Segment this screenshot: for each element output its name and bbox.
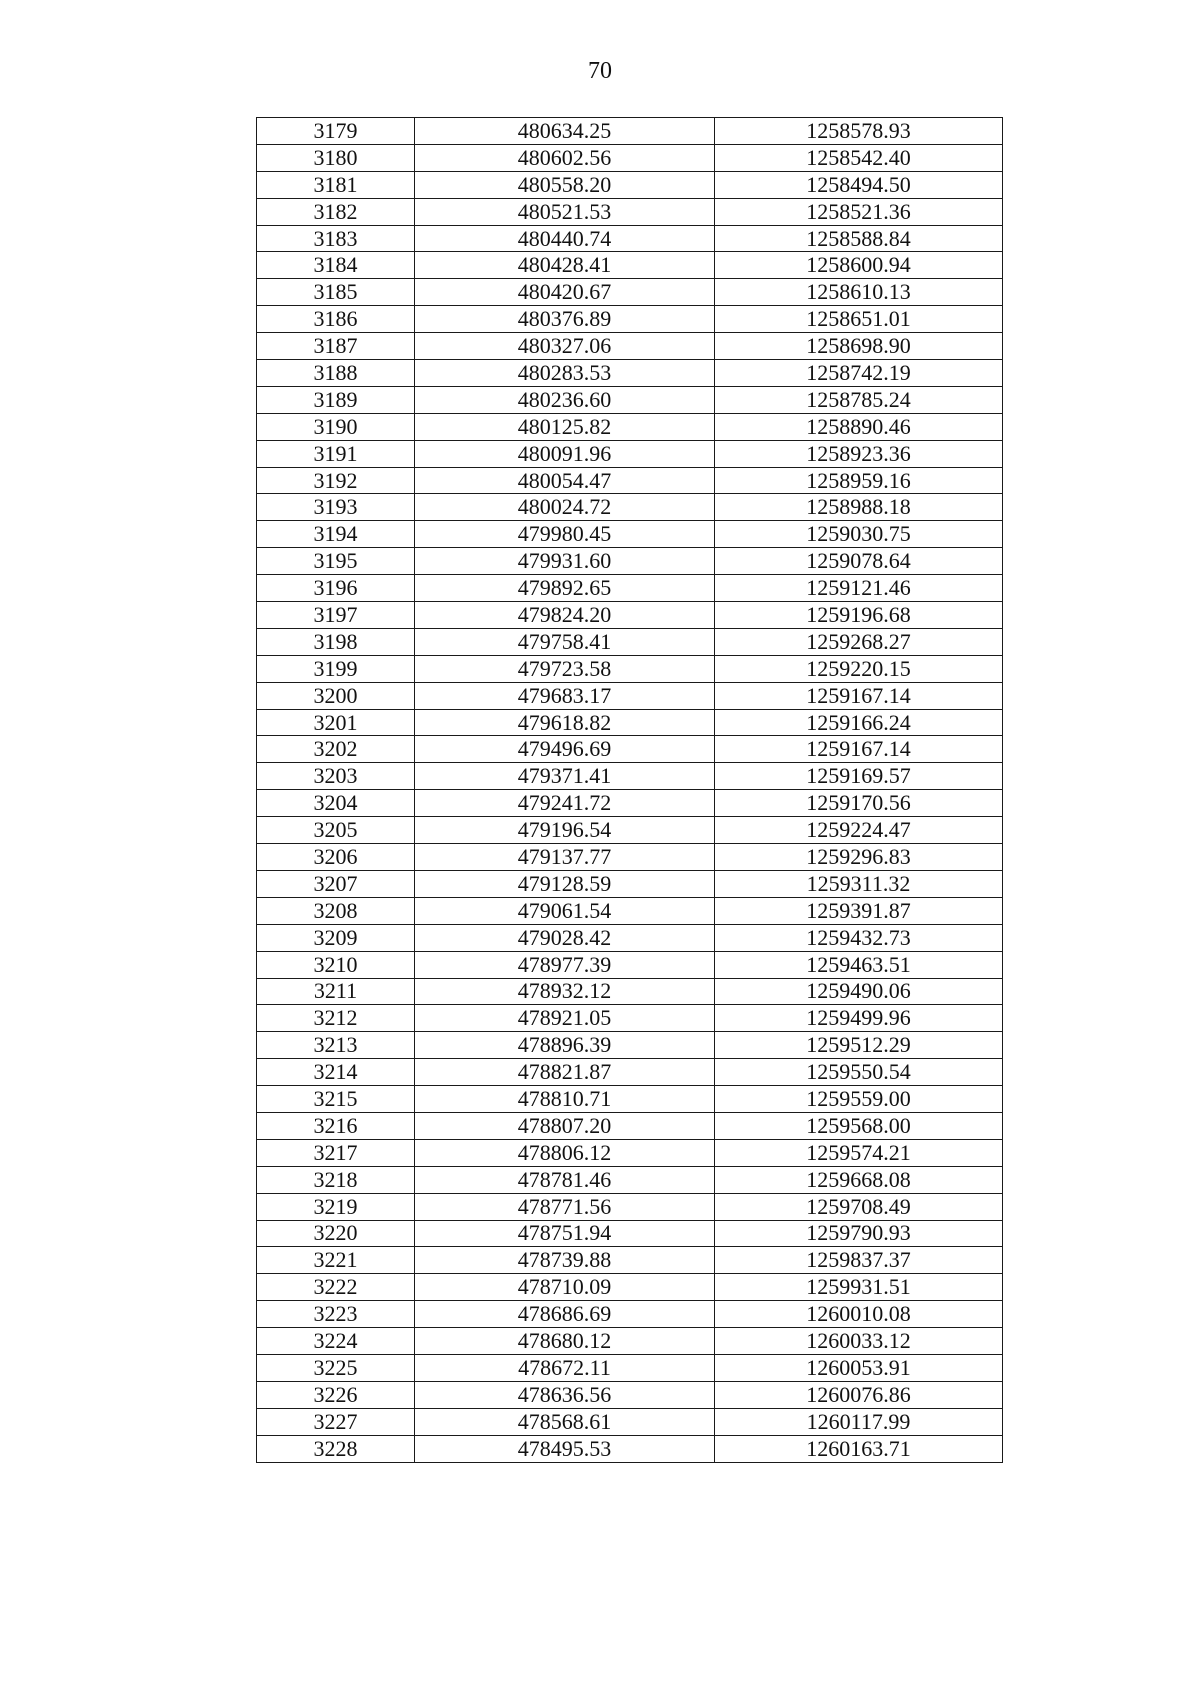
y-coordinate-cell: 1260163.71: [715, 1435, 1003, 1462]
table-row: [257, 1301, 1003, 1328]
point-number-cell: 3221: [257, 1247, 415, 1274]
x-coordinate-cell: 480428.41: [415, 252, 715, 279]
table-row: [257, 897, 1003, 924]
point-number-cell: 3186: [257, 306, 415, 333]
table-row: [257, 1381, 1003, 1408]
y-coordinate-cell: 1259499.96: [715, 1005, 1003, 1032]
table-row: [257, 709, 1003, 736]
x-coordinate-cell: 479371.41: [415, 763, 715, 790]
point-number-cell: 3196: [257, 575, 415, 602]
point-number-cell: 3192: [257, 467, 415, 494]
point-number-cell: 3188: [257, 360, 415, 387]
table-row: [257, 494, 1003, 521]
point-number-cell: 3222: [257, 1274, 415, 1301]
table-body: [257, 118, 1003, 1463]
table-row: [257, 575, 1003, 602]
y-coordinate-cell: 1259512.29: [715, 1032, 1003, 1059]
x-coordinate-cell: 479196.54: [415, 817, 715, 844]
page-number: 70: [588, 58, 612, 84]
x-coordinate-cell: 479061.54: [415, 897, 715, 924]
point-number-cell: 3189: [257, 386, 415, 413]
table-row: [257, 924, 1003, 951]
point-number-cell: 3224: [257, 1328, 415, 1355]
table-row: [257, 682, 1003, 709]
point-number-cell: 3194: [257, 521, 415, 548]
table-row: [257, 655, 1003, 682]
table-row: [257, 628, 1003, 655]
x-coordinate-cell: 478896.39: [415, 1032, 715, 1059]
y-coordinate-cell: 1259432.73: [715, 924, 1003, 951]
x-coordinate-cell: 478686.69: [415, 1301, 715, 1328]
y-coordinate-cell: 1259790.93: [715, 1220, 1003, 1247]
point-number-cell: 3205: [257, 817, 415, 844]
x-coordinate-cell: 480024.72: [415, 494, 715, 521]
x-coordinate-cell: 480558.20: [415, 171, 715, 198]
point-number-cell: 3204: [257, 790, 415, 817]
point-number-cell: 3198: [257, 628, 415, 655]
y-coordinate-cell: 1259169.57: [715, 763, 1003, 790]
x-coordinate-cell: 478680.12: [415, 1328, 715, 1355]
point-number-cell: 3203: [257, 763, 415, 790]
y-coordinate-cell: 1259311.32: [715, 870, 1003, 897]
y-coordinate-cell: 1258742.19: [715, 360, 1003, 387]
point-number-cell: 3179: [257, 118, 415, 145]
table-row: [257, 118, 1003, 145]
y-coordinate-cell: 1259121.46: [715, 575, 1003, 602]
x-coordinate-cell: 480091.96: [415, 440, 715, 467]
x-coordinate-cell: 478932.12: [415, 978, 715, 1005]
table-row: [257, 1220, 1003, 1247]
x-coordinate-cell: 478710.09: [415, 1274, 715, 1301]
table-row: [257, 1354, 1003, 1381]
y-coordinate-cell: 1258923.36: [715, 440, 1003, 467]
y-coordinate-cell: 1260076.86: [715, 1381, 1003, 1408]
table-row: [257, 1408, 1003, 1435]
point-number-cell: 3199: [257, 655, 415, 682]
x-coordinate-cell: 480440.74: [415, 225, 715, 252]
y-coordinate-cell: 1258521.36: [715, 198, 1003, 225]
table-row: [257, 1059, 1003, 1086]
x-coordinate-cell: 478739.88: [415, 1247, 715, 1274]
table-row: [257, 225, 1003, 252]
point-number-cell: 3227: [257, 1408, 415, 1435]
y-coordinate-cell: 1260053.91: [715, 1354, 1003, 1381]
x-coordinate-cell: 480420.67: [415, 279, 715, 306]
table-row: [257, 279, 1003, 306]
table-row: [257, 171, 1003, 198]
table-row: [257, 1274, 1003, 1301]
x-coordinate-cell: 479723.58: [415, 655, 715, 682]
point-number-cell: 3212: [257, 1005, 415, 1032]
y-coordinate-cell: 1260010.08: [715, 1301, 1003, 1328]
y-coordinate-cell: 1258494.50: [715, 171, 1003, 198]
x-coordinate-cell: 478636.56: [415, 1381, 715, 1408]
x-coordinate-cell: 479241.72: [415, 790, 715, 817]
table-row: [257, 736, 1003, 763]
y-coordinate-cell: 1259559.00: [715, 1086, 1003, 1113]
y-coordinate-cell: 1259391.87: [715, 897, 1003, 924]
point-number-cell: 3183: [257, 225, 415, 252]
table-row: [257, 817, 1003, 844]
y-coordinate-cell: 1258651.01: [715, 306, 1003, 333]
y-coordinate-cell: 1259166.24: [715, 709, 1003, 736]
y-coordinate-cell: 1259574.21: [715, 1139, 1003, 1166]
x-coordinate-cell: 480236.60: [415, 386, 715, 413]
y-coordinate-cell: 1259668.08: [715, 1166, 1003, 1193]
table-row: [257, 548, 1003, 575]
point-number-cell: 3208: [257, 897, 415, 924]
point-number-cell: 3202: [257, 736, 415, 763]
point-number-cell: 3201: [257, 709, 415, 736]
x-coordinate-cell: 478568.61: [415, 1408, 715, 1435]
y-coordinate-cell: 1259268.27: [715, 628, 1003, 655]
y-coordinate-cell: 1259550.54: [715, 1059, 1003, 1086]
x-coordinate-cell: 479683.17: [415, 682, 715, 709]
x-coordinate-cell: 479758.41: [415, 628, 715, 655]
x-coordinate-cell: 480125.82: [415, 413, 715, 440]
point-number-cell: 3220: [257, 1220, 415, 1247]
point-number-cell: 3226: [257, 1381, 415, 1408]
point-number-cell: 3193: [257, 494, 415, 521]
point-number-cell: 3211: [257, 978, 415, 1005]
table-row: [257, 1193, 1003, 1220]
table-row: [257, 1166, 1003, 1193]
point-number-cell: 3225: [257, 1354, 415, 1381]
x-coordinate-cell: 479128.59: [415, 870, 715, 897]
table-row: [257, 1139, 1003, 1166]
x-coordinate-cell: 479931.60: [415, 548, 715, 575]
y-coordinate-cell: 1258698.90: [715, 333, 1003, 360]
table-row: [257, 198, 1003, 225]
y-coordinate-cell: 1258600.94: [715, 252, 1003, 279]
x-coordinate-cell: 479496.69: [415, 736, 715, 763]
point-number-cell: 3228: [257, 1435, 415, 1462]
x-coordinate-cell: 480634.25: [415, 118, 715, 145]
point-number-cell: 3215: [257, 1086, 415, 1113]
x-coordinate-cell: 480602.56: [415, 144, 715, 171]
x-coordinate-cell: 478807.20: [415, 1112, 715, 1139]
y-coordinate-cell: 1259837.37: [715, 1247, 1003, 1274]
y-coordinate-cell: 1259296.83: [715, 844, 1003, 871]
x-coordinate-cell: 480054.47: [415, 467, 715, 494]
table-row: [257, 870, 1003, 897]
table-row: [257, 1112, 1003, 1139]
y-coordinate-cell: 1260117.99: [715, 1408, 1003, 1435]
point-number-cell: 3197: [257, 602, 415, 629]
point-number-cell: 3207: [257, 870, 415, 897]
y-coordinate-cell: 1259167.14: [715, 682, 1003, 709]
y-coordinate-cell: 1258578.93: [715, 118, 1003, 145]
point-number-cell: 3216: [257, 1112, 415, 1139]
y-coordinate-cell: 1259196.68: [715, 602, 1003, 629]
table-row: [257, 1328, 1003, 1355]
y-coordinate-cell: 1258588.84: [715, 225, 1003, 252]
x-coordinate-cell: 480376.89: [415, 306, 715, 333]
point-number-cell: 3214: [257, 1059, 415, 1086]
x-coordinate-cell: 480521.53: [415, 198, 715, 225]
y-coordinate-cell: 1259568.00: [715, 1112, 1003, 1139]
point-number-cell: 3213: [257, 1032, 415, 1059]
x-coordinate-cell: 478495.53: [415, 1435, 715, 1462]
point-number-cell: 3206: [257, 844, 415, 871]
x-coordinate-cell: 478751.94: [415, 1220, 715, 1247]
point-number-cell: 3185: [257, 279, 415, 306]
y-coordinate-cell: 1259170.56: [715, 790, 1003, 817]
x-coordinate-cell: 478806.12: [415, 1139, 715, 1166]
table-row: [257, 413, 1003, 440]
x-coordinate-cell: 478977.39: [415, 951, 715, 978]
x-coordinate-cell: 478810.71: [415, 1086, 715, 1113]
table-row: [257, 360, 1003, 387]
y-coordinate-cell: 1259463.51: [715, 951, 1003, 978]
point-number-cell: 3190: [257, 413, 415, 440]
y-coordinate-cell: 1259220.15: [715, 655, 1003, 682]
y-coordinate-cell: 1259490.06: [715, 978, 1003, 1005]
point-number-cell: 3182: [257, 198, 415, 225]
x-coordinate-cell: 479028.42: [415, 924, 715, 951]
y-coordinate-cell: 1259224.47: [715, 817, 1003, 844]
point-number-cell: 3191: [257, 440, 415, 467]
point-number-cell: 3223: [257, 1301, 415, 1328]
point-number-cell: 3187: [257, 333, 415, 360]
table-row: [257, 144, 1003, 171]
y-coordinate-cell: 1259078.64: [715, 548, 1003, 575]
x-coordinate-cell: 478672.11: [415, 1354, 715, 1381]
point-number-cell: 3181: [257, 171, 415, 198]
y-coordinate-cell: 1258988.18: [715, 494, 1003, 521]
point-number-cell: 3209: [257, 924, 415, 951]
x-coordinate-cell: 480283.53: [415, 360, 715, 387]
y-coordinate-cell: 1258890.46: [715, 413, 1003, 440]
x-coordinate-cell: 478781.46: [415, 1166, 715, 1193]
y-coordinate-cell: 1259708.49: [715, 1193, 1003, 1220]
table-row: [257, 440, 1003, 467]
table-row: [257, 252, 1003, 279]
table-row: [257, 763, 1003, 790]
point-number-cell: 3218: [257, 1166, 415, 1193]
y-coordinate-cell: 1258959.16: [715, 467, 1003, 494]
x-coordinate-cell: 479618.82: [415, 709, 715, 736]
x-coordinate-cell: 478921.05: [415, 1005, 715, 1032]
point-number-cell: 3200: [257, 682, 415, 709]
table-row: [257, 790, 1003, 817]
y-coordinate-cell: 1260033.12: [715, 1328, 1003, 1355]
point-number-cell: 3195: [257, 548, 415, 575]
x-coordinate-cell: 478821.87: [415, 1059, 715, 1086]
table-row: [257, 978, 1003, 1005]
point-number-cell: 3219: [257, 1193, 415, 1220]
table-row: [257, 602, 1003, 629]
table-row: [257, 521, 1003, 548]
x-coordinate-cell: 479137.77: [415, 844, 715, 871]
table-row: [257, 1005, 1003, 1032]
coordinates-table: [256, 117, 1003, 1463]
table-row: [257, 467, 1003, 494]
x-coordinate-cell: 478771.56: [415, 1193, 715, 1220]
table-row: [257, 333, 1003, 360]
table-row: [257, 844, 1003, 871]
x-coordinate-cell: 479824.20: [415, 602, 715, 629]
point-number-cell: 3180: [257, 144, 415, 171]
point-number-cell: 3210: [257, 951, 415, 978]
table-row: [257, 1032, 1003, 1059]
table-row: [257, 1435, 1003, 1462]
y-coordinate-cell: 1259030.75: [715, 521, 1003, 548]
table-row: [257, 1086, 1003, 1113]
table-row: [257, 1247, 1003, 1274]
x-coordinate-cell: 479980.45: [415, 521, 715, 548]
point-number-cell: 3184: [257, 252, 415, 279]
table-row: [257, 306, 1003, 333]
y-coordinate-cell: 1258542.40: [715, 144, 1003, 171]
y-coordinate-cell: 1259167.14: [715, 736, 1003, 763]
y-coordinate-cell: 1258610.13: [715, 279, 1003, 306]
x-coordinate-cell: 480327.06: [415, 333, 715, 360]
y-coordinate-cell: 1259931.51: [715, 1274, 1003, 1301]
point-number-cell: 3217: [257, 1139, 415, 1166]
table-row: [257, 386, 1003, 413]
y-coordinate-cell: 1258785.24: [715, 386, 1003, 413]
x-coordinate-cell: 479892.65: [415, 575, 715, 602]
table-row: [257, 951, 1003, 978]
